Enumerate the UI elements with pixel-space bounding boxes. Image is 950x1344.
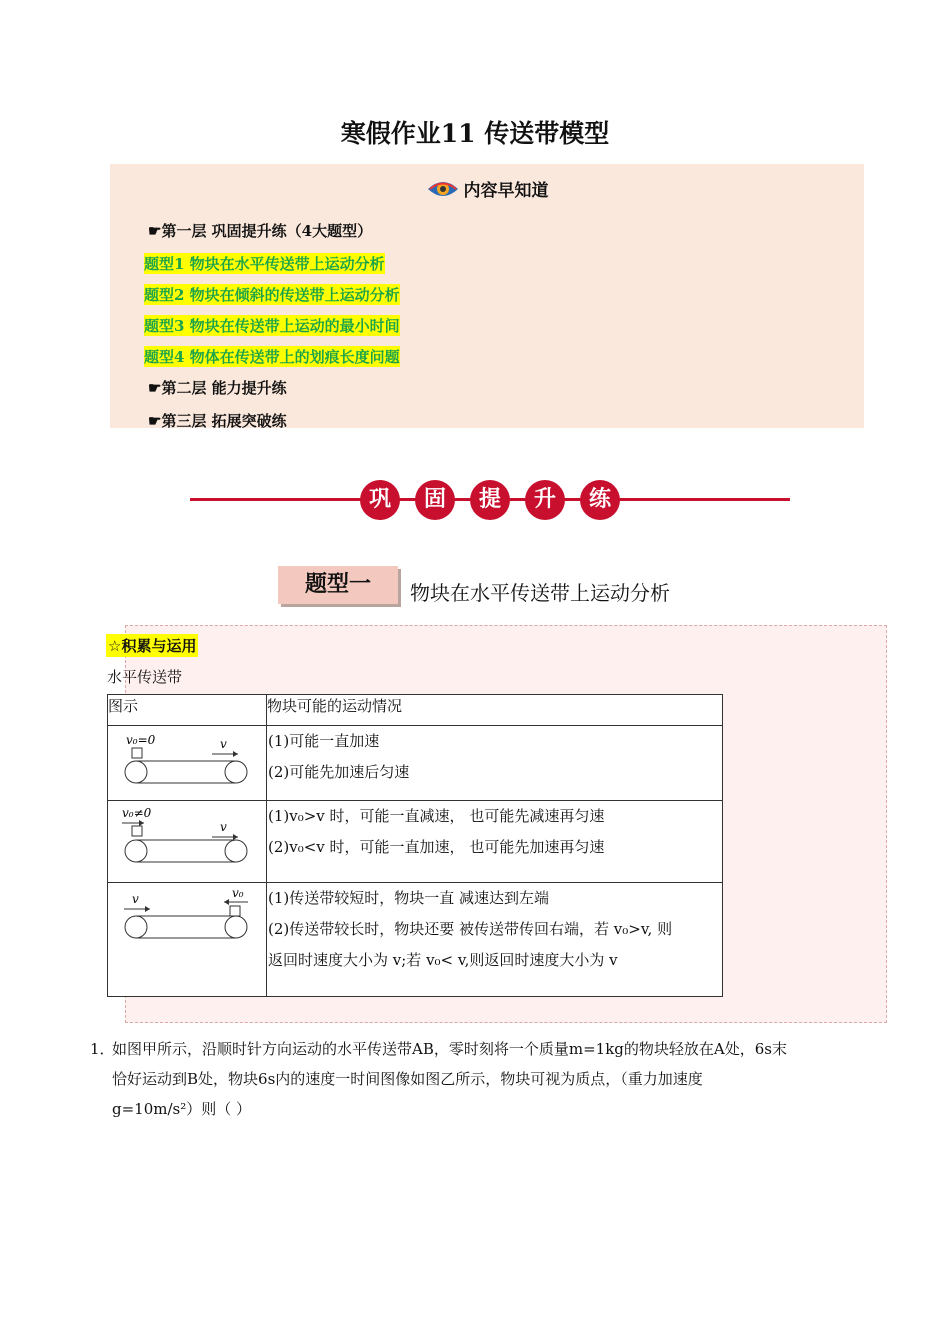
question-line: 恰好运动到B处，物块6s内的速度一时间图像如图乙所示，物块可视为质点，（重力加速度 (112, 1070, 703, 1088)
svg-text:v₀≠0: v₀≠0 (122, 806, 152, 820)
section-banner (190, 480, 790, 520)
conveyor-diagram-3 (108, 883, 266, 953)
toc-heading-text: 内容早知道 (463, 181, 549, 201)
toc-type-3[interactable]: 题型3 物块在传送带上运动的最小时间 (144, 317, 400, 335)
banner-line-left (190, 498, 360, 501)
banner-char: 提 (470, 480, 510, 520)
conveyor-diagram-2 (108, 801, 266, 878)
banner-char: 升 (525, 480, 565, 520)
banner-char: 巩 (360, 480, 400, 520)
toc-layer2[interactable]: ☛第二层 能力提升练 (148, 379, 287, 397)
motion-line: (1)可能一直加速 (268, 732, 380, 750)
toc-type-2[interactable]: 题型2 物块在倾斜的传送带上运动分析 (144, 286, 400, 304)
toc-layer1[interactable]: ☛第一层 巩固提升练（4大题型） (148, 222, 373, 240)
svg-text:v: v (220, 820, 227, 834)
figure-cell (108, 726, 267, 801)
svg-text:v: v (220, 737, 227, 751)
question-number: 1． (90, 1040, 115, 1058)
section-label: 题型一 (278, 566, 398, 604)
question-line: 如图甲所示，沿顺时针方向运动的水平传送带AB，零时刻将一个质量m=1kg的物块轻放在A处，6s末 (112, 1040, 787, 1058)
motion-line: 返回时速度大小为 v;若 v₀< v,则返回时速度大小为 v (268, 951, 618, 969)
table-subhead: 水平传送带 (107, 668, 183, 686)
motion-line: (2)传送带较长时，物块还要 被传送带传回右端，若 v₀>v, 则 (268, 920, 673, 938)
motion-line: (1)v₀>v 时，可能一直减速， 也可能先减速再匀速 (268, 807, 605, 825)
banner-char: 练 (580, 480, 620, 520)
svg-text:v: v (132, 892, 139, 906)
motion-line: (1)传送带较短时，物块一直 减速达到左端 (268, 889, 550, 907)
motion-cell (267, 726, 723, 801)
toc-layer3[interactable]: ☛第三层 拓展突破练 (148, 412, 287, 430)
motion-line: (2)可能先加速后匀速 (268, 763, 410, 781)
toc-type-1[interactable]: 题型1 物块在水平传送带上运动分析 (144, 255, 385, 273)
figure-cell (108, 801, 267, 883)
eye-icon (426, 177, 460, 206)
svg-text:v₀=0: v₀=0 (126, 733, 156, 747)
col-header-motion: 物块可能的运动情况 (267, 695, 723, 726)
toc-panel (110, 164, 864, 428)
col-header-figure: 图示 (108, 695, 267, 726)
motion-cell (267, 801, 723, 883)
banner-char: 固 (415, 480, 455, 520)
section-title: 物块在水平传送带上运动分析 (410, 581, 670, 605)
banner-line-right (620, 498, 790, 501)
toc-type-4[interactable]: 题型4 物体在传送带上的划痕长度问题 (144, 348, 400, 366)
conveyor-diagram-1 (108, 726, 266, 796)
toc-heading (110, 176, 864, 206)
page-title: 寒假作业11 传送带模型 (340, 119, 610, 148)
conveyor-table (107, 694, 723, 997)
figure-cell (108, 883, 267, 997)
question-line: g=10m/s²）则（ ） (112, 1100, 252, 1118)
motion-line: (2)v₀<v 时，可能一直加速， 也可能先加速再匀速 (268, 838, 605, 856)
svg-text:v₀: v₀ (232, 886, 244, 900)
motion-cell (267, 883, 723, 997)
accumulate-tag: ☆积累与运用 (106, 634, 198, 657)
